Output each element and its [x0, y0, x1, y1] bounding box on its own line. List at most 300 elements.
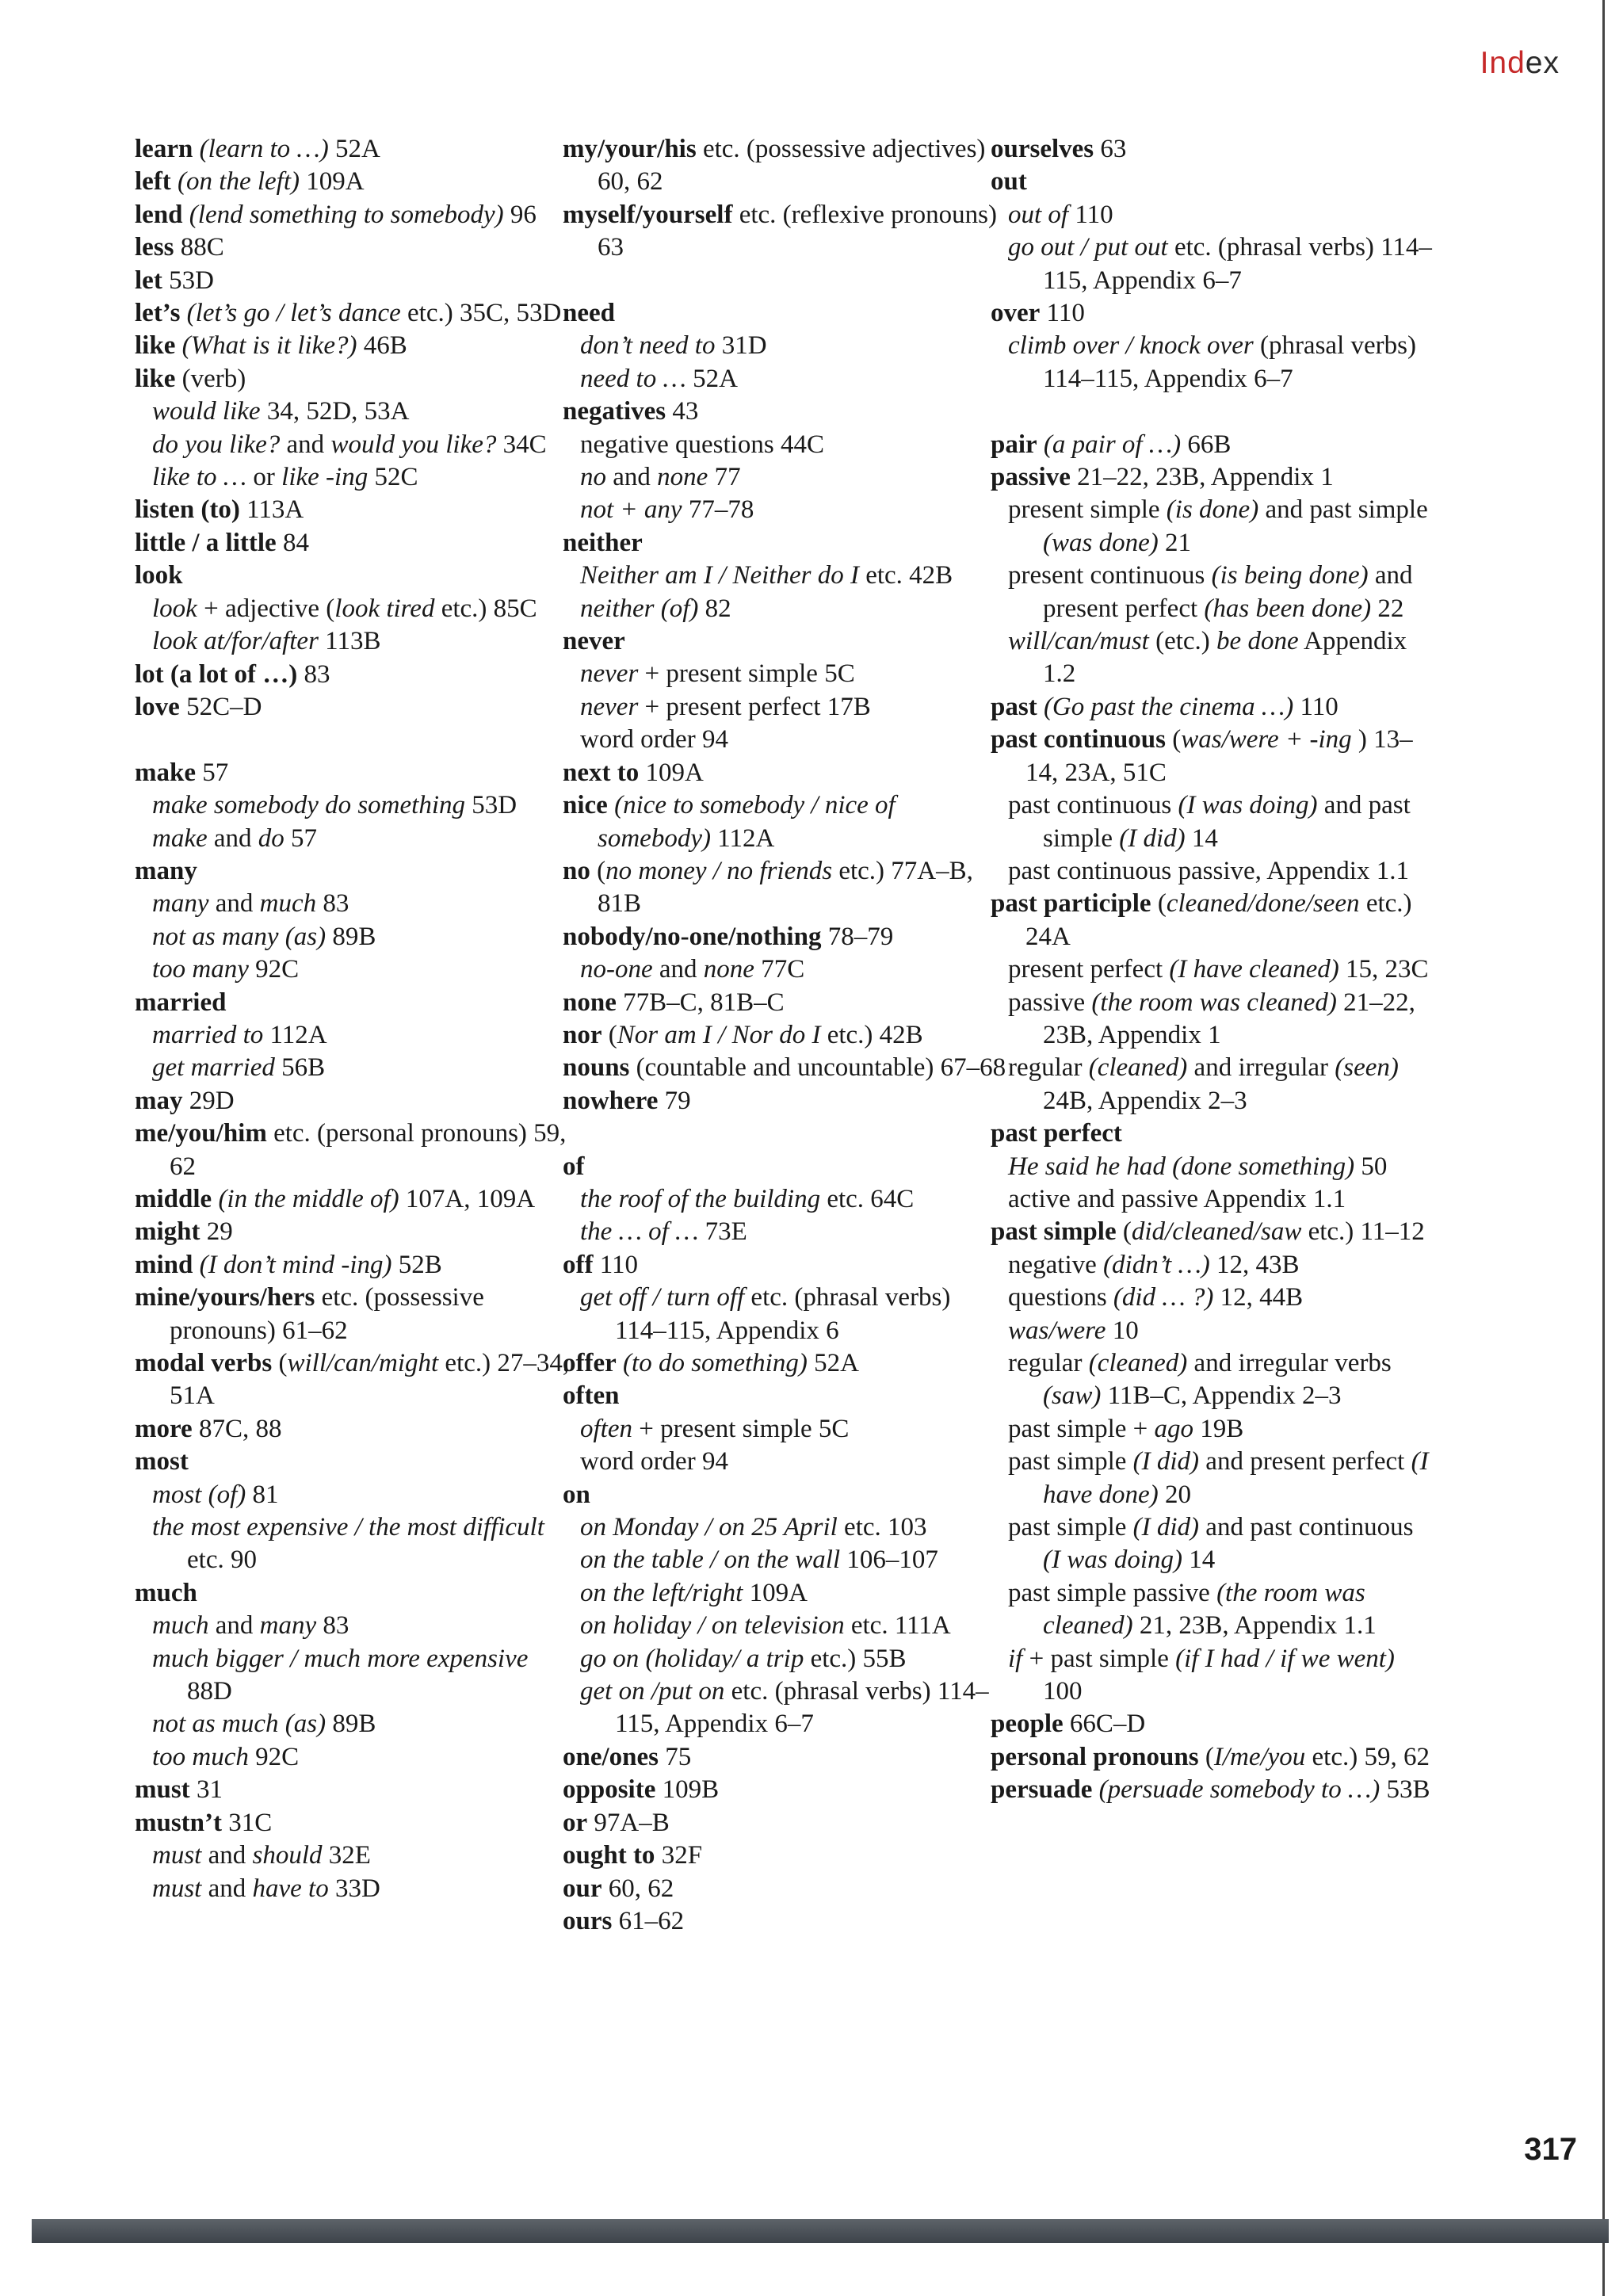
- index-entry: [991, 461, 1434, 494]
- entry-text: 32E: [322, 1841, 371, 1870]
- index-subentry: [135, 888, 579, 920]
- example-text: make: [152, 823, 208, 853]
- entry-text: [1092, 1775, 1098, 1804]
- index-subentry: [563, 1675, 1006, 1741]
- index-subentry: [135, 1511, 579, 1577]
- example-text: (to do something): [623, 1349, 808, 1377]
- entry-text: negative questions 44C: [580, 430, 824, 459]
- entry-term: opposite: [563, 1775, 656, 1805]
- entry-term: love: [135, 692, 180, 721]
- index-entry: [563, 1905, 1006, 1938]
- entry-text: etc. 90: [187, 1545, 257, 1575]
- index-entry: [135, 1085, 579, 1117]
- entry-term: middle: [135, 1184, 212, 1213]
- bottom-color-band: [32, 2219, 1609, 2243]
- entry-text: 31D: [715, 331, 767, 361]
- entry-text: 14: [1182, 1545, 1216, 1575]
- entry-term: look: [135, 561, 183, 590]
- entry-term: make: [135, 758, 196, 787]
- entry-term: people: [991, 1710, 1064, 1739]
- entry-term: learn: [135, 135, 193, 163]
- entry-term: most: [135, 1447, 189, 1477]
- entry-text: regular: [1008, 1349, 1089, 1378]
- index-entry: [991, 691, 1434, 724]
- index-subentry: [563, 1413, 1006, 1446]
- entry-term: no: [563, 856, 590, 885]
- entry-term: negatives: [563, 397, 666, 426]
- entry-text: 53D: [162, 266, 214, 295]
- entry-term: offer: [563, 1349, 617, 1377]
- index-subentry: [991, 231, 1434, 297]
- entry-term: off: [563, 1250, 594, 1279]
- index-subentry: [563, 1216, 1006, 1248]
- index-subentry: [991, 199, 1434, 231]
- entry-term: nor: [563, 1020, 602, 1049]
- index-entry: [563, 1151, 1006, 1183]
- index-entry: [991, 724, 1434, 789]
- entry-text: 66C–D: [1063, 1710, 1146, 1739]
- entry-text: 78–79: [821, 922, 894, 951]
- example-text: (did … ?): [1113, 1283, 1214, 1312]
- entry-term: ourselves: [991, 135, 1094, 163]
- index-entry: [135, 1183, 579, 1216]
- index-entry: [563, 757, 1006, 789]
- entry-term: next to: [563, 758, 640, 787]
- entry-text: present perfect: [1008, 955, 1170, 984]
- index-entry: [563, 297, 1006, 330]
- example-text: many: [259, 1611, 317, 1641]
- entry-term: persuade: [991, 1775, 1093, 1805]
- index-entry: [135, 1807, 579, 1839]
- index-entry: [563, 527, 1006, 560]
- entry-text: 112A: [710, 823, 775, 853]
- entry-term: passive: [991, 463, 1071, 492]
- example-text: (let’s go / let’s dance: [186, 299, 401, 328]
- entry-term: me/you/him: [135, 1119, 267, 1148]
- index-entry: [563, 1741, 1006, 1774]
- example-text: never: [580, 659, 639, 689]
- entry-text: 110: [1068, 200, 1113, 229]
- index-entry: [135, 1117, 579, 1183]
- example-text: too much: [152, 1742, 249, 1771]
- index-entry: [563, 921, 1006, 953]
- example-text: (Go past the cinema …): [1043, 692, 1294, 721]
- entry-text: and: [207, 823, 258, 853]
- entry-text: (: [1166, 725, 1182, 755]
- index-entry: [563, 1839, 1006, 1872]
- entry-term: like: [135, 364, 176, 393]
- entry-text: 109B: [655, 1775, 720, 1805]
- example-text: out of: [1008, 200, 1069, 229]
- index-entry: [563, 1019, 1006, 1052]
- entry-text: 79: [658, 1086, 691, 1115]
- entry-term: ought to: [563, 1841, 655, 1870]
- index-entry: [135, 855, 579, 888]
- entry-text: and: [280, 430, 331, 459]
- index-entry: [135, 330, 579, 362]
- index-entry: [991, 1774, 1434, 1806]
- entry-text: 14: [1185, 823, 1218, 853]
- entry-text: and past simple: [1043, 791, 1411, 853]
- entry-text: etc.) 59, 62: [1305, 1742, 1430, 1771]
- example-text: need to …: [580, 364, 686, 393]
- example-text: be done: [1216, 627, 1299, 656]
- entry-text: and past continuous: [1199, 1513, 1414, 1542]
- example-text: (on the left): [178, 167, 300, 197]
- index-subentry: [135, 1479, 579, 1511]
- index-entry: [135, 494, 579, 526]
- entry-text: and: [208, 1611, 260, 1641]
- index-subentry: [991, 1511, 1434, 1577]
- example-text: on Monday / on 25 April: [580, 1513, 838, 1542]
- index-entry: [563, 1380, 1006, 1412]
- index-subentry: [135, 593, 579, 625]
- index-subentry: [135, 921, 579, 953]
- index-subentry: [991, 855, 1434, 888]
- index-subentry: [563, 494, 1006, 526]
- entry-text: [193, 135, 199, 163]
- entry-text: 29D: [182, 1086, 235, 1115]
- example-text: (seen): [1335, 1053, 1399, 1083]
- example-text: no money / no friends: [605, 856, 833, 885]
- entry-text: 57: [196, 758, 229, 787]
- example-text: (I don’t mind -ing): [199, 1250, 392, 1279]
- entry-text: 21–22, 23B, Appendix 1: [1043, 988, 1415, 1049]
- entry-text: past continuous passive, Appendix 1.1: [1008, 856, 1409, 885]
- example-text: often: [580, 1414, 632, 1443]
- example-text: (cleaned): [1088, 1053, 1188, 1083]
- entry-term: one/ones: [563, 1742, 659, 1771]
- entry-text: 77: [708, 463, 741, 492]
- index-subentry: [563, 1511, 1006, 1544]
- example-text: neither (of): [580, 594, 699, 623]
- entry-text: 88D: [187, 1677, 232, 1706]
- entry-text: 56B: [274, 1053, 326, 1083]
- running-header: [1480, 46, 1560, 81]
- entry-text: etc.) 55B: [804, 1644, 907, 1673]
- example-text: must: [152, 1874, 202, 1903]
- entry-text: 21–22, 23B, Appendix 1: [1070, 463, 1334, 492]
- example-text: I/me/you: [1213, 1742, 1306, 1771]
- example-text: climb over / knock over: [1008, 331, 1254, 361]
- entry-text: 110: [593, 1250, 639, 1279]
- entry-text: 53B: [1380, 1775, 1430, 1805]
- entry-text: 53D: [465, 791, 517, 820]
- entry-term: my/your/his: [563, 135, 697, 163]
- entry-text: 31C: [222, 1808, 273, 1837]
- entry-text: 83: [316, 889, 349, 919]
- index-entry: [135, 691, 579, 724]
- example-text: (I was doing): [1043, 1545, 1182, 1575]
- example-text: most (of): [152, 1480, 246, 1509]
- entry-term: lot (a lot of …): [135, 659, 298, 689]
- index-subentry: [991, 1347, 1434, 1413]
- entry-term: or: [563, 1808, 588, 1837]
- spacer: [135, 724, 579, 756]
- index-entry: [563, 789, 1006, 855]
- entry-text: 52C: [368, 463, 418, 492]
- entry-text: ) 13–14, 23A, 51C: [1025, 725, 1413, 787]
- index-entry: [135, 987, 579, 1019]
- page-edge-right: [1602, 0, 1623, 2296]
- entry-text: + past simple: [1022, 1644, 1176, 1673]
- entry-term: mustn’t: [135, 1808, 223, 1837]
- entry-text: 46B: [357, 331, 407, 361]
- entry-text: etc.) 35C, 53D: [400, 299, 562, 328]
- entry-text: 52B: [391, 1250, 442, 1279]
- index-entry: [563, 1052, 1006, 1084]
- index-subentry: [135, 823, 579, 855]
- index-subentry: [135, 395, 579, 428]
- entry-text: [617, 1349, 623, 1377]
- entry-term: neither: [563, 528, 643, 557]
- index-subentry: [563, 1577, 1006, 1610]
- index-entry: [135, 659, 579, 691]
- entry-text: etc.) 24A: [1025, 889, 1412, 951]
- index-subentry: [563, 724, 1006, 756]
- entry-text: 12, 44B: [1213, 1283, 1304, 1312]
- entry-text: present continuous: [1008, 561, 1212, 590]
- header-highlight: Ind: [1480, 46, 1526, 80]
- entry-text: etc. 103: [837, 1513, 927, 1542]
- entry-text: 60, 62: [601, 1874, 674, 1903]
- index-entry: [563, 1873, 1006, 1905]
- example-text: too many: [152, 955, 249, 984]
- entry-text: etc. (phrasal verbs) 114–115, Appendix 6–7: [615, 1677, 989, 1739]
- index-entry: [563, 395, 1006, 428]
- entry-term: much: [135, 1578, 197, 1607]
- example-text: none: [657, 463, 708, 492]
- example-text: much: [259, 889, 317, 919]
- entry-term: must: [135, 1775, 190, 1805]
- entry-text: (verb): [175, 364, 246, 393]
- example-text: (was done): [1043, 528, 1159, 557]
- index-subentry: [135, 1741, 579, 1774]
- index-subentry: [991, 1052, 1434, 1117]
- entry-text: 21, 23B, Appendix 1.1: [1132, 1611, 1377, 1641]
- index-subentry: [563, 691, 1006, 724]
- entry-term: need: [563, 299, 615, 328]
- entry-text: past continuous: [1008, 791, 1178, 820]
- index-entry: [991, 297, 1434, 330]
- entry-term: past continuous: [991, 725, 1166, 755]
- entry-text: 83: [316, 1611, 349, 1641]
- entry-text: 21: [1158, 528, 1191, 557]
- index-subentry: [563, 429, 1006, 461]
- entry-term: mind: [135, 1250, 193, 1279]
- entry-text: 77–78: [682, 495, 754, 525]
- entry-text: 32F: [655, 1841, 703, 1870]
- example-text: not as much (as): [152, 1710, 327, 1739]
- index-subentry: [991, 1446, 1434, 1511]
- entry-text: 52A: [807, 1349, 859, 1377]
- example-text: make somebody do something: [152, 791, 466, 820]
- index-entry: [563, 133, 1006, 199]
- example-text: the … of …: [580, 1217, 699, 1247]
- entry-text: 11B–C, Appendix 2–3: [1101, 1381, 1342, 1411]
- example-text: (saw): [1043, 1381, 1102, 1411]
- example-text: on the table / on the wall: [580, 1545, 841, 1575]
- entry-text: 112A: [263, 1020, 327, 1049]
- example-text: not as many (as): [152, 922, 327, 951]
- example-text: (I did): [1132, 1447, 1200, 1477]
- entry-text: questions: [1008, 1283, 1113, 1312]
- entry-text: (: [1116, 1217, 1132, 1247]
- index-entry: [135, 1446, 579, 1478]
- entry-term: nowhere: [563, 1086, 659, 1115]
- index-entry: [135, 265, 579, 297]
- example-text: no: [580, 463, 606, 492]
- example-text: if: [1008, 1644, 1023, 1673]
- entry-text: 113B: [318, 627, 381, 656]
- entry-term: past simple: [991, 1217, 1117, 1247]
- entry-text: etc.) 27–34, 51A: [170, 1349, 570, 1411]
- index-subentry: [563, 363, 1006, 395]
- entry-text: 15, 23C: [1338, 955, 1429, 984]
- entry-text: 34C: [496, 430, 547, 459]
- index-entry: [991, 1708, 1434, 1740]
- index-entry: [135, 1413, 579, 1446]
- index-entry: [991, 1117, 1434, 1150]
- entry-text: [183, 201, 189, 229]
- entry-text: 77B–C, 81B–C: [616, 988, 785, 1017]
- example-text: Neither am I / Neither do I: [580, 561, 859, 590]
- entry-text: and: [201, 1874, 253, 1903]
- entry-text: + present simple 5C: [632, 1414, 850, 1443]
- index-subentry: [135, 1839, 579, 1872]
- entry-term: lend: [135, 200, 183, 229]
- entry-text: 110: [1040, 299, 1085, 328]
- entry-text: 83: [297, 659, 330, 689]
- example-text: would you like?: [330, 430, 497, 459]
- entry-text: etc. (personal pronouns) 59, 62: [170, 1119, 567, 1181]
- index-entry: [563, 1249, 1006, 1282]
- spacer: [991, 395, 1434, 428]
- index-subentry: [135, 461, 579, 494]
- example-text: do: [258, 823, 285, 853]
- entry-text: 57: [284, 823, 318, 853]
- entry-text: 20: [1158, 1480, 1191, 1509]
- entry-term: left: [135, 167, 171, 197]
- index-subentry: [991, 953, 1434, 986]
- index-subentry: [991, 1643, 1434, 1709]
- index-entry: [135, 199, 579, 231]
- index-subentry: [135, 1873, 579, 1905]
- entry-text: 66B: [1181, 430, 1232, 459]
- index-subentry: [991, 987, 1434, 1052]
- example-text: (I did): [1119, 823, 1186, 853]
- index-subentry: [135, 789, 579, 822]
- index-entry: [563, 1479, 1006, 1511]
- entry-text: 92C: [248, 955, 300, 984]
- example-text: many: [152, 889, 209, 919]
- page-number: 317: [1524, 2132, 1577, 2167]
- entry-term: over: [991, 299, 1041, 328]
- entry-text: etc.) 85C: [434, 594, 537, 623]
- entry-text: 63: [1094, 135, 1127, 163]
- entry-text: 43: [666, 397, 699, 426]
- example-text: was/were: [1008, 1316, 1106, 1345]
- index-entry: [563, 199, 1006, 265]
- example-text: have to: [252, 1874, 329, 1903]
- entry-text: or: [246, 463, 282, 492]
- index-entry: [135, 1577, 579, 1610]
- index-subentry: [991, 1183, 1434, 1216]
- example-text: He said he had (done something): [1008, 1152, 1355, 1181]
- example-text: the roof of the building: [580, 1184, 821, 1213]
- index-subentry: [563, 1282, 1006, 1347]
- entry-text: 24B, Appendix 2–3: [1043, 1086, 1247, 1115]
- entry-text: (phrasal verbs) 114–115, Appendix 6–7: [1043, 331, 1416, 393]
- spacer: [563, 265, 1006, 297]
- entry-term: nobody/no-one/nothing: [563, 922, 822, 951]
- entry-text: 31: [189, 1775, 223, 1805]
- example-text: (is being done): [1211, 561, 1369, 590]
- entry-text: 88C: [174, 233, 224, 262]
- entry-term: less: [135, 233, 174, 262]
- entry-term: let: [135, 266, 162, 295]
- example-text: will/can/might: [287, 1349, 439, 1378]
- entry-text: 73E: [698, 1217, 747, 1247]
- index-entry: [135, 1249, 579, 1282]
- entry-text: (: [590, 856, 606, 885]
- index-entry: [563, 855, 1006, 921]
- entry-text: word order 94: [580, 1447, 728, 1477]
- entry-text: etc. (reflexive pronouns) 63: [598, 200, 997, 262]
- entry-text: and irregular verbs: [1187, 1349, 1392, 1378]
- entry-text: and past simple: [1258, 495, 1428, 525]
- entry-text: 89B: [326, 922, 376, 951]
- index-entry: [135, 1774, 579, 1806]
- index-subentry: [991, 1151, 1434, 1183]
- entry-term: listen (to): [135, 495, 240, 525]
- entry-text: 34, 52D, 53A: [260, 397, 410, 426]
- index-subentry: [991, 494, 1434, 560]
- entry-text: (: [272, 1349, 288, 1378]
- entry-text: etc. (phrasal verbs) 114–115, Appendix 6–7: [1043, 233, 1432, 295]
- entry-text: 33D: [328, 1874, 380, 1903]
- example-text: like -ing: [281, 463, 369, 492]
- example-text: go out / put out: [1008, 233, 1168, 262]
- example-text: (learn to …): [199, 135, 329, 163]
- entry-text: + adjective (: [197, 594, 335, 623]
- example-text: did/cleaned/saw: [1131, 1217, 1302, 1247]
- example-text: (a pair of …): [1043, 430, 1182, 459]
- entry-term: let’s: [135, 299, 181, 328]
- example-text: much: [152, 1611, 209, 1641]
- example-text: (I did): [1132, 1513, 1200, 1542]
- example-text: go on (holiday/ a trip: [580, 1644, 804, 1673]
- entry-term: our: [563, 1874, 602, 1903]
- example-text: much bigger / much more expensive: [152, 1644, 529, 1673]
- example-text: was/were + -ing: [1181, 725, 1352, 755]
- entry-text: (: [601, 1020, 617, 1049]
- entry-text: and: [652, 955, 704, 984]
- entry-text: 29: [200, 1217, 233, 1247]
- index-subentry: [563, 461, 1006, 494]
- example-text: Nor am I / Nor do I: [617, 1020, 821, 1049]
- index-entry: [135, 363, 579, 395]
- entry-text: etc. (possessive adjectives) 60, 62: [598, 135, 986, 197]
- entry-text: 19B: [1193, 1414, 1244, 1443]
- index-subentry: [563, 560, 1006, 592]
- example-text: (is done): [1166, 495, 1259, 525]
- index-subentry: [135, 1052, 579, 1084]
- entry-text: 52A: [328, 135, 380, 163]
- entry-text: 110: [1293, 692, 1338, 721]
- example-text: (cleaned): [1088, 1349, 1188, 1378]
- entry-text: 52C–D: [179, 692, 262, 721]
